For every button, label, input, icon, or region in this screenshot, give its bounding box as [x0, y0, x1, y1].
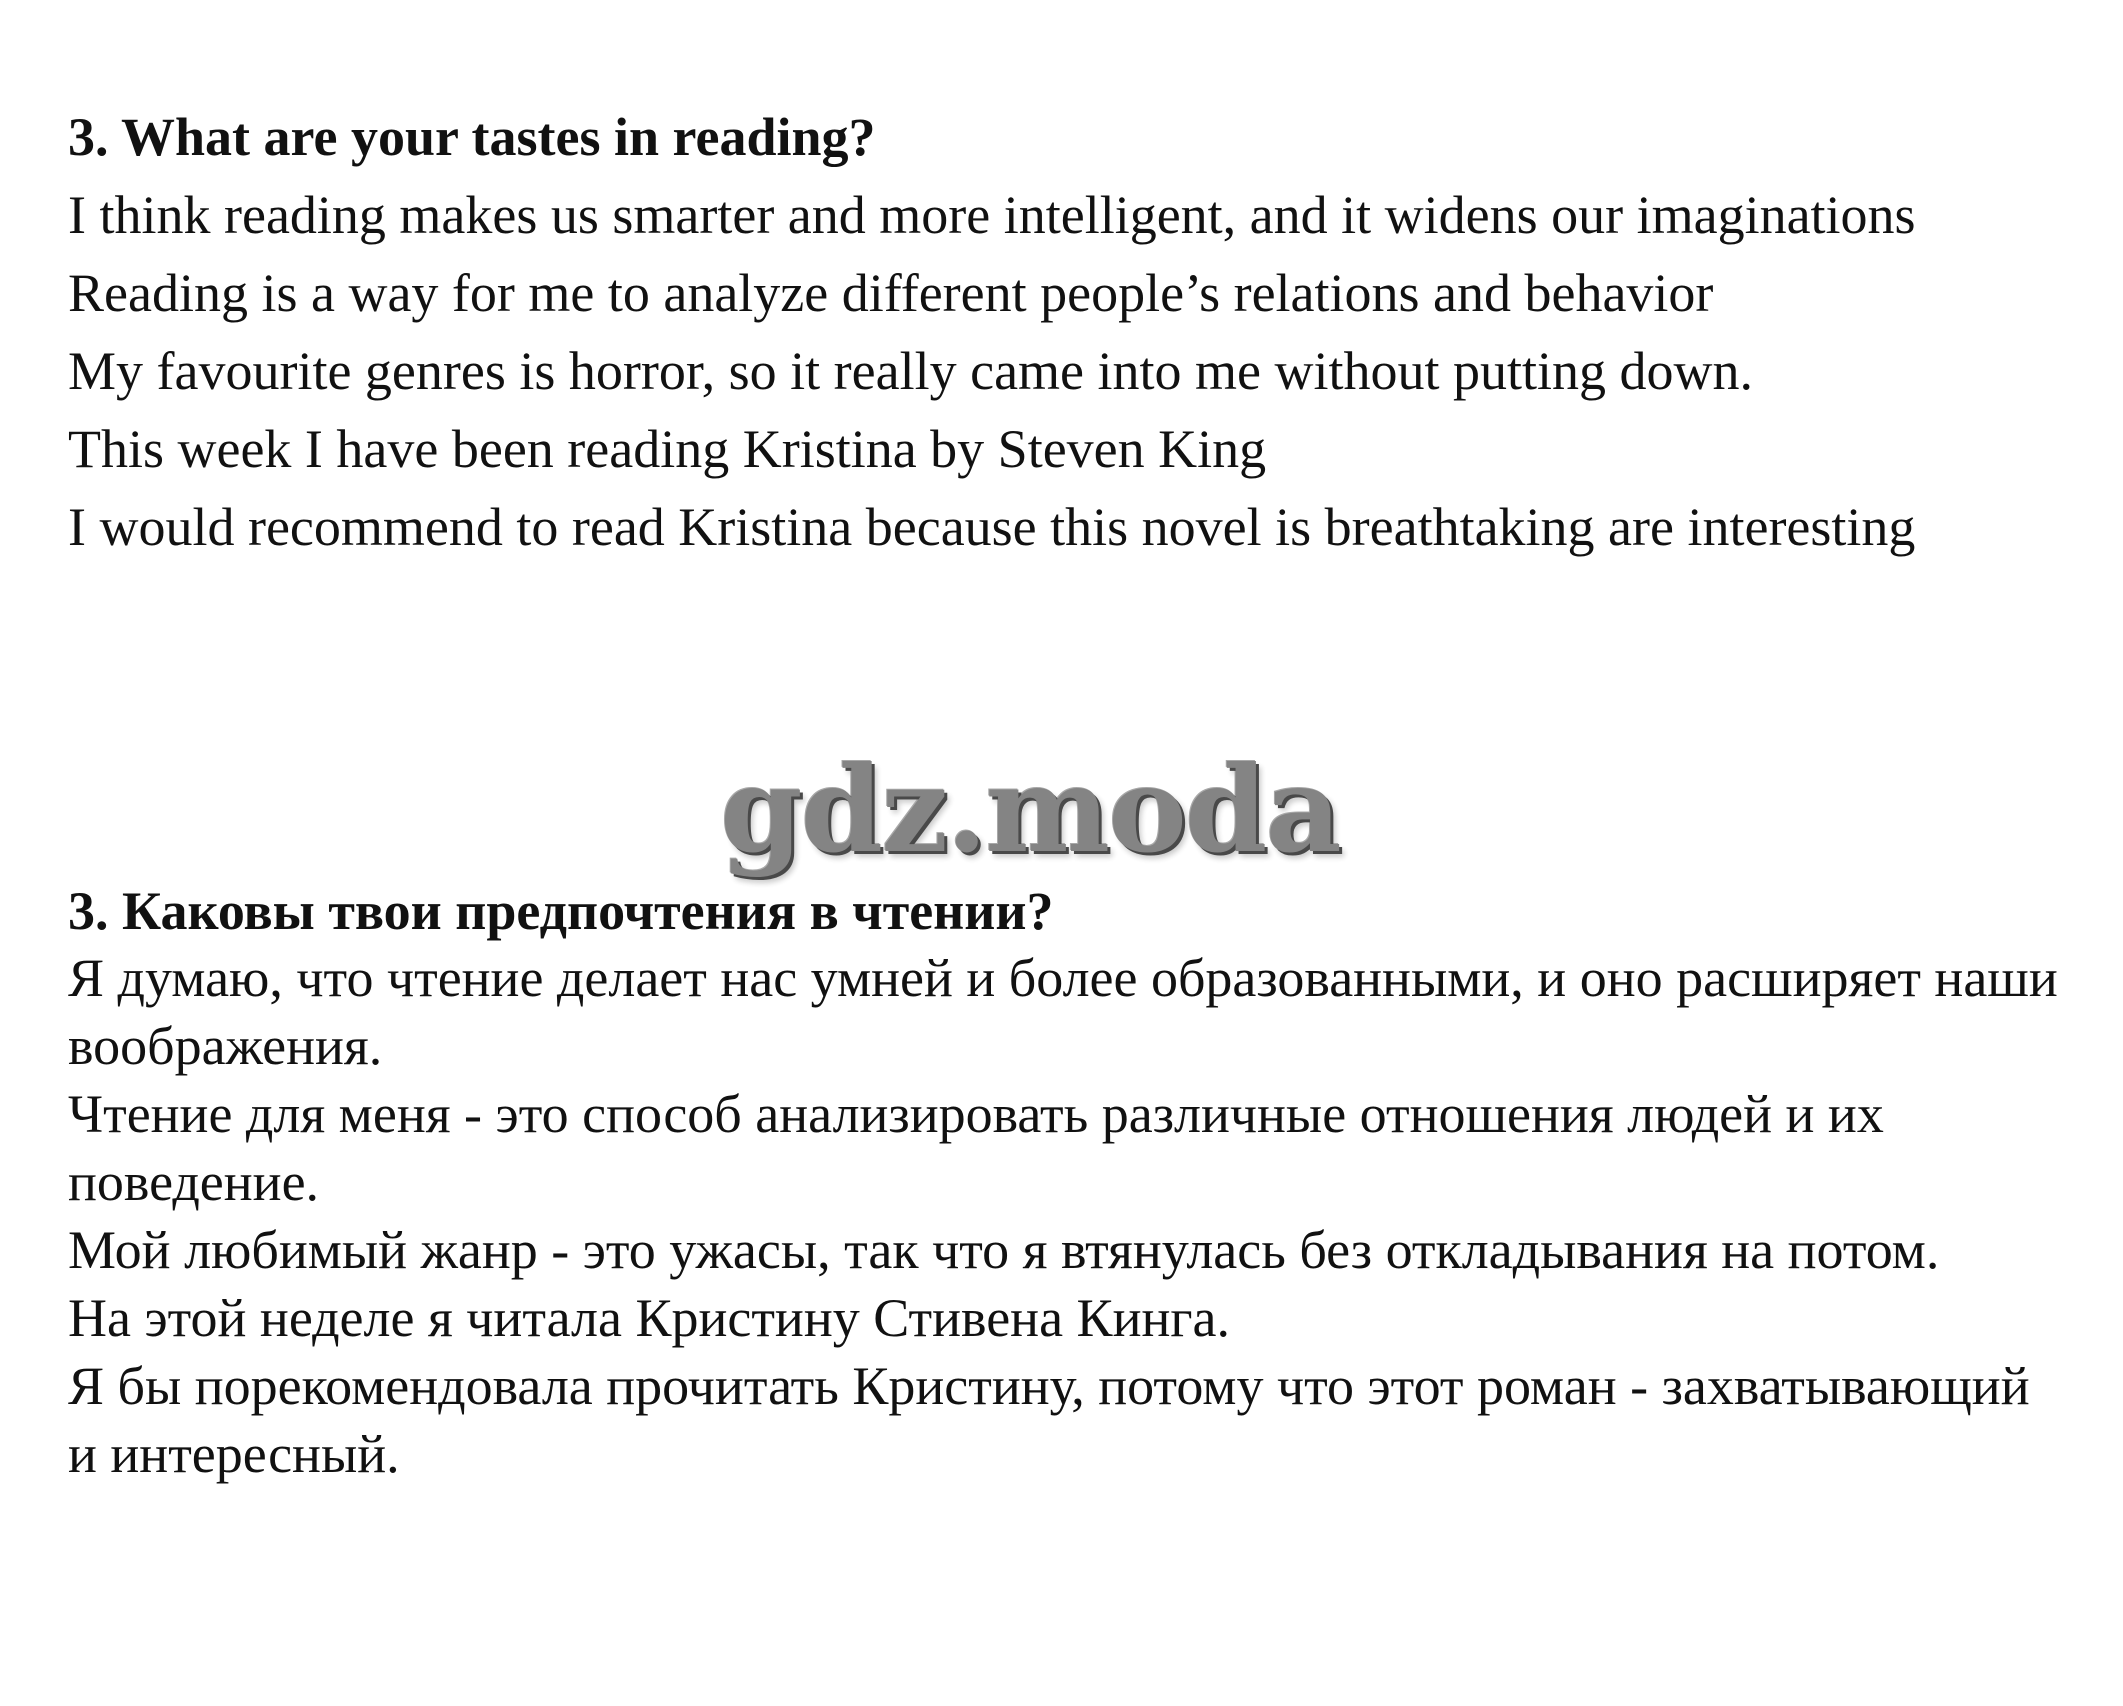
- english-paragraph: My favourite genres is horror, so it really came into me without putting down.: [68, 341, 1753, 401]
- russian-paragraph: Мой любимый жанр - это ужасы, так что я втянулась без откладывания на потом.: [68, 1220, 1940, 1280]
- english-paragraph: I would recommend to read Kristina because this novel is breathtaking are interesting: [68, 497, 1916, 557]
- english-paragraph: Reading is a way for me to analyze different people’s relations and behavior: [68, 263, 1714, 323]
- russian-section: [68, 878, 2058, 1488]
- russian-paragraph: На этой неделе я читала Кристину Стивена Кинга.: [68, 1288, 1230, 1348]
- russian-question-heading: 3. Каковы твои предпочтения в чтении?: [68, 881, 1054, 941]
- english-paragraph: This week I have been reading Kristina by Steven King: [68, 419, 1267, 479]
- russian-paragraph: Чтение для меня - это способ анализировать различные отношения людей и их поведение.: [68, 1084, 1884, 1212]
- english-section: [68, 98, 2058, 566]
- russian-paragraph: Я бы порекомендовала прочитать Кристину, потому что этот роман - захватывающий и интересный.: [68, 1356, 2030, 1484]
- site-watermark: gdz.moda: [720, 740, 1340, 879]
- english-question-heading: 3. What are your tastes in reading?: [68, 107, 876, 167]
- english-paragraph: I think reading makes us smarter and more intelligent, and it widens our imaginations: [68, 185, 1916, 245]
- russian-paragraph: Я думаю, что чтение делает нас умней и более образованными, и оно расширяет наши воображения.: [68, 948, 2058, 1076]
